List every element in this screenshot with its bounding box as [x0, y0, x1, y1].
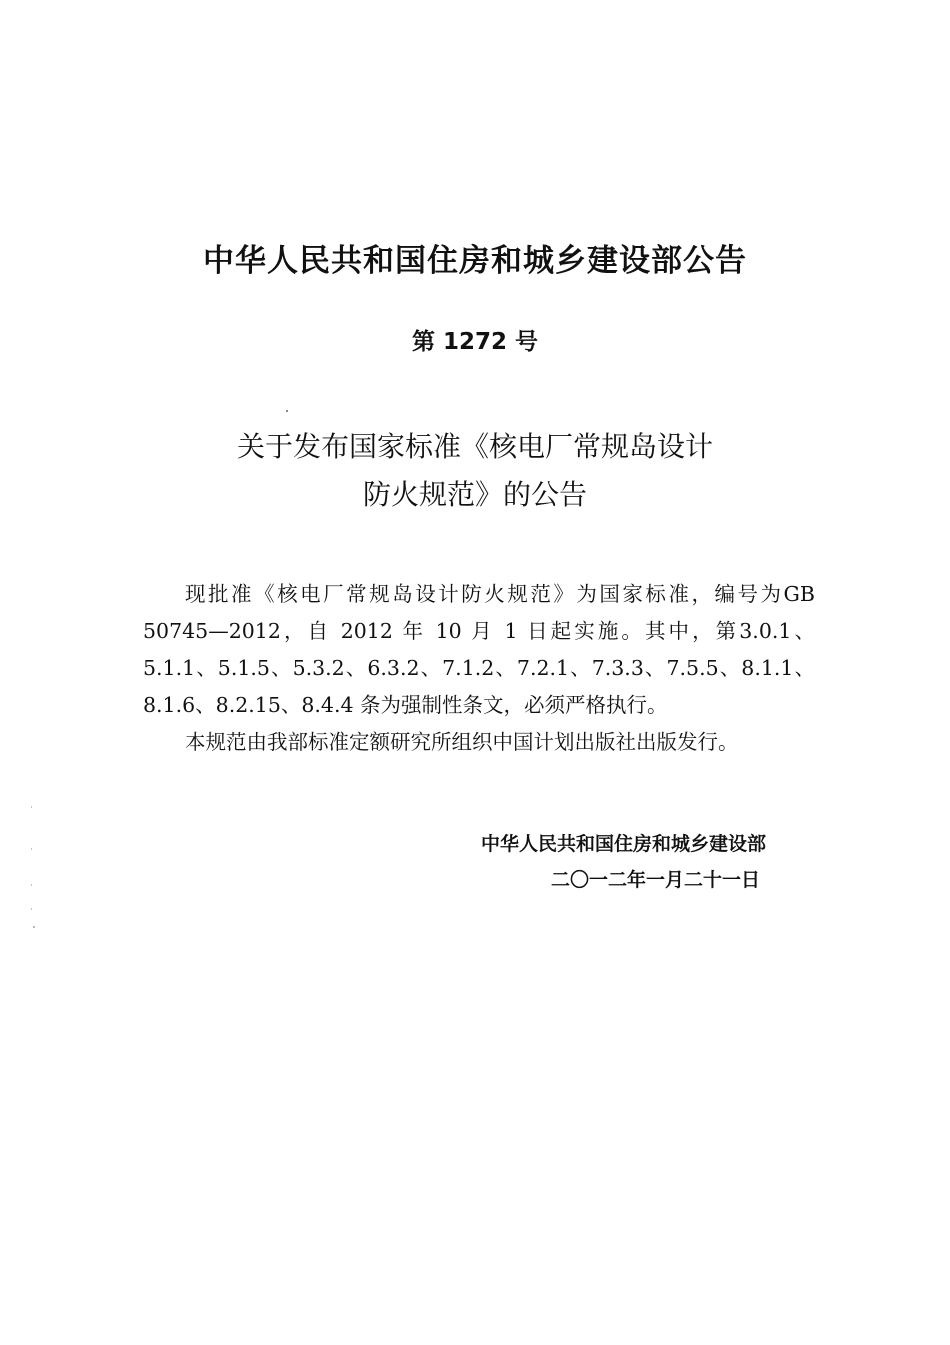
issuer-name: 中华人民共和国住房和城乡建设部	[480, 833, 766, 855]
agency-title: 中华人民共和国住房和城乡建设部公告	[203, 243, 747, 279]
announcement-number: 第 1272 号	[411, 329, 539, 355]
document-title	[0, 423, 950, 519]
scan-speck	[31, 806, 32, 808]
body-paragraph-2: 本规范由我部标准定额研究所组织中国计划出版社出版发行。	[185, 730, 739, 754]
issue-date: 二〇一二年一月二十一日	[550, 869, 760, 891]
document-title-line-2: 防火规范》的公告	[362, 478, 587, 511]
scan-speck	[31, 884, 32, 886]
scan-speck	[31, 908, 32, 910]
scan-speck	[31, 848, 32, 850]
document-title-line-1: 关于发布国家标准《核电厂常规岛设计	[236, 430, 713, 463]
scan-speck	[286, 410, 288, 412]
announcement-body	[143, 576, 815, 761]
scan-speck	[33, 926, 35, 928]
body-paragraph-1: 现批准《核电厂常规岛设计防火规范》为国家标准，编号为GB 50745—2012，自 2012 年 10 月 1 日起实施。其中，第3.0.1、5.1.1、5.1.5、5.3.2、6.3.2、7.1.2、7.2.1、7.3.3、7.5.5、8.1.1、8.1.6、8.2.15、8.4.4 条为强制性条文，必须严格执行。	[143, 582, 815, 717]
signature-block	[380, 826, 766, 898]
